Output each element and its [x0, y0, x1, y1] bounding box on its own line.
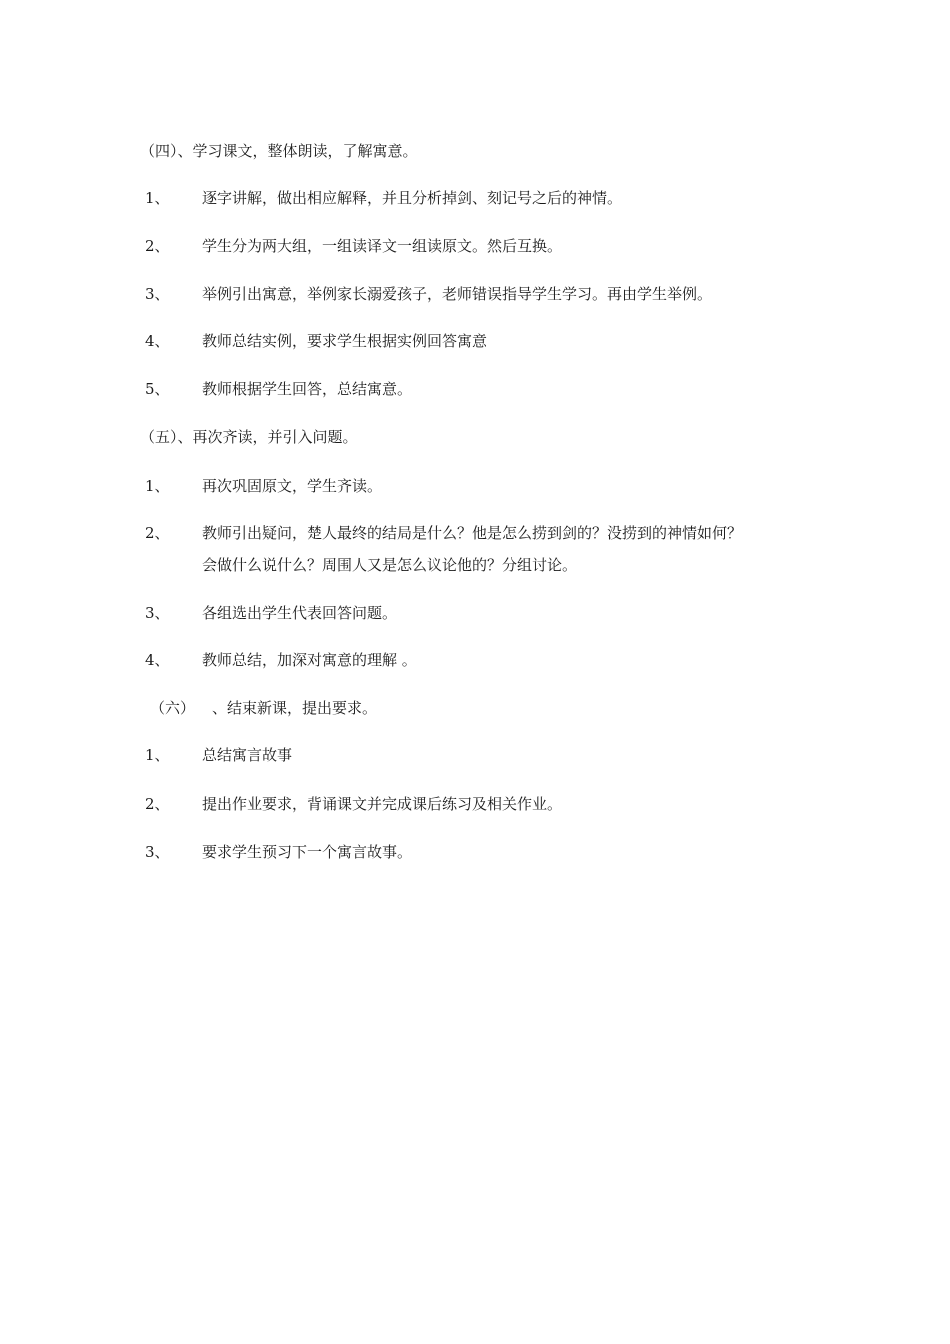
section-5-heading: （五）、再次齐读，并引入问题。	[140, 428, 358, 446]
item-text: 要求学生预习下一个寓言故事。	[202, 843, 413, 861]
item-number: 3、	[145, 843, 170, 861]
item-number: 2、	[145, 524, 170, 542]
item-number: 3、	[145, 604, 170, 622]
item-text: 逐字讲解，做出相应解释，并且分析掉剑、刻记号之后的神情。	[202, 189, 623, 207]
item-text-continued: 会做什么说什么？周围人又是怎么议论他的？分组讨论。	[202, 556, 578, 574]
item-number: 1、	[145, 746, 170, 764]
item-text: 提出作业要求，背诵课文并完成课后练习及相关作业。	[202, 795, 563, 813]
item-number: 2、	[145, 237, 170, 255]
item-number: 2、	[145, 795, 170, 813]
item-text: 教师总结，加深对寓意的理解 。	[202, 651, 417, 669]
item-text: 教师引出疑问，楚人最终的结局是什么？他是怎么捞到剑的？没捞到的神情如何？	[202, 524, 743, 542]
item-number: 5、	[145, 380, 170, 398]
section-6-label: （六）	[150, 699, 196, 717]
item-number: 4、	[145, 651, 170, 669]
item-text: 再次巩固原文，学生齐读。	[202, 477, 383, 495]
item-number: 4、	[145, 332, 170, 350]
section-4-heading: （四）、学习课文，整体朗读，了解寓意。	[140, 142, 418, 160]
item-text: 学生分为两大组，一组读译文一组读原文。然后互换。	[202, 237, 563, 255]
item-text: 总结寓言故事	[202, 746, 293, 764]
section-6-title: 、结束新课，提出要求。	[212, 699, 378, 717]
item-number: 3、	[145, 285, 170, 303]
item-text: 举例引出寓意，举例家长溺爱孩子，老师错误指导学生学习。再由学生举例。	[202, 285, 713, 303]
item-text: 教师根据学生回答，总结寓意。	[202, 380, 413, 398]
item-number: 1、	[145, 477, 170, 495]
item-text: 教师总结实例，要求学生根据实例回答寓意	[202, 332, 488, 350]
item-number: 1、	[145, 189, 170, 207]
item-text: 各组选出学生代表回答问题。	[202, 604, 398, 622]
